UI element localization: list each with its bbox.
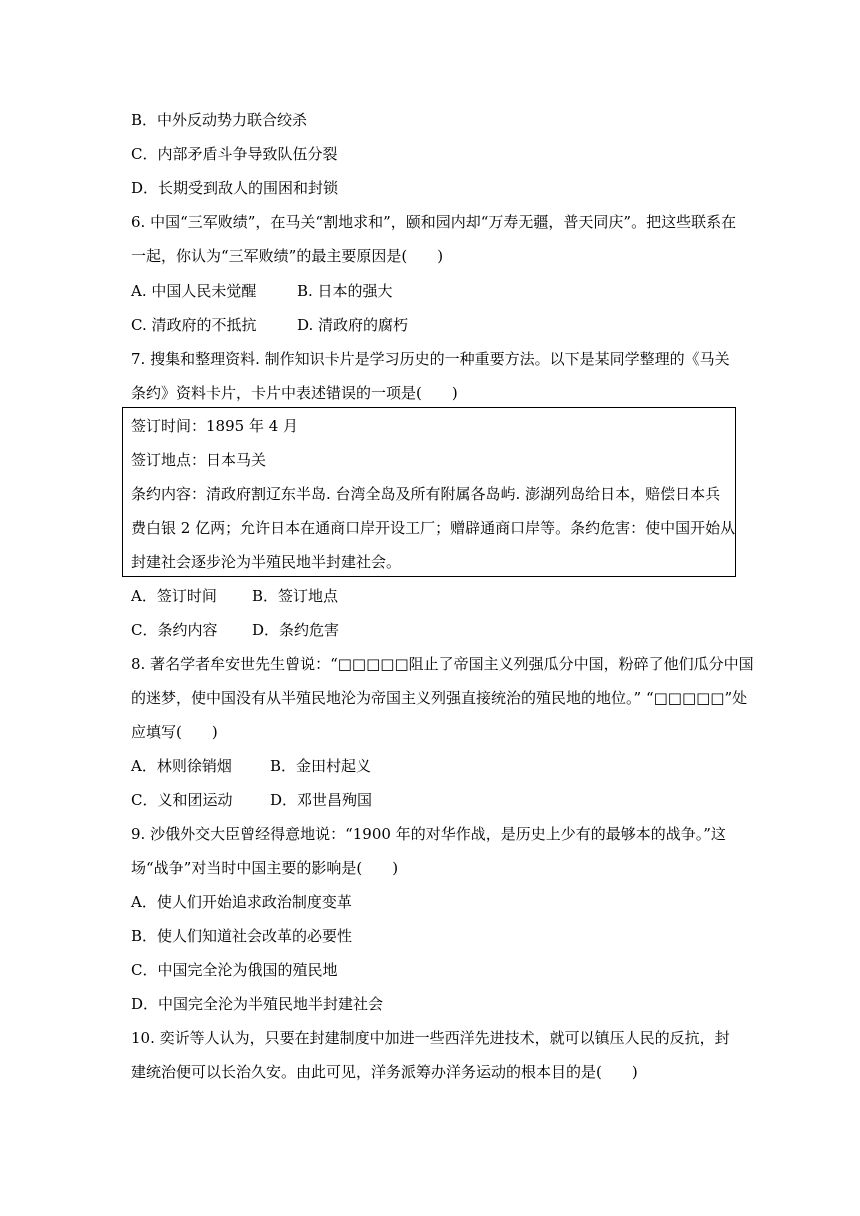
q8-option-d: D．邓世昌殉国 bbox=[270, 791, 373, 809]
q6-stem-line-2: 一起，你认为“三军败绩”的最主要原因是( ) bbox=[131, 247, 444, 265]
q10-stem-line-1: 10. 奕䜣等人认为，只要在封建制度中加进一些西洋先进技术，就可以镇压人民的反抗，封 bbox=[131, 1029, 730, 1047]
q10-stem-line-2: 建统治便可以长治久安。由此可见，洋务派筹办洋务运动的根本目的是( ) bbox=[131, 1063, 638, 1081]
q8-option-c: C．义和团运动 bbox=[131, 791, 233, 809]
q8-stem-line-2: 的迷梦，使中国没有从半殖民地沦为帝国主义列强直接统治的殖民地的地位。” “□□□□□”处 bbox=[131, 689, 748, 707]
q9-option-d: D．中国完全沦为半殖民地半封建社会 bbox=[131, 995, 384, 1013]
card-signing-place: 签订地点：日本马关 bbox=[131, 451, 267, 469]
q9-option-a: A．使人们开始追求政治制度变革 bbox=[131, 893, 352, 911]
q6-option-c: C. 清政府的不抵抗 bbox=[131, 316, 257, 334]
q8-stem-line-3: 应填写( ) bbox=[131, 723, 218, 741]
q6-options-row-1 bbox=[131, 281, 393, 301]
q6-option-a: A. 中国人民未觉醒 bbox=[131, 282, 257, 300]
q7-options-row-2 bbox=[131, 620, 339, 640]
q7-option-b: B．签订地点 bbox=[252, 587, 339, 605]
q8-option-b: B．金田村起义 bbox=[270, 757, 372, 775]
q6-option-b: B. 日本的强大 bbox=[297, 282, 393, 300]
q5-option-c: C．内部矛盾斗争导致队伍分裂 bbox=[131, 145, 338, 163]
q8-options-row-2 bbox=[131, 790, 372, 810]
card-content-line-1: 条约内容：清政府割辽东半岛. 台湾全岛及所有附属各岛屿. 澎湖列岛给日本，赔偿日本兵 bbox=[131, 485, 721, 503]
q7-option-d: D．条约危害 bbox=[252, 621, 340, 639]
q5-option-b: B．中外反动势力联合绞杀 bbox=[131, 111, 308, 129]
q9-stem-line-1: 9. 沙俄外交大臣曾经得意地说：“1900 年的对华作战，是历史上少有的最够本的战争。”这 bbox=[131, 825, 726, 843]
q9-option-b: B．使人们知道社会改革的必要性 bbox=[131, 927, 353, 945]
q9-option-c: C．中国完全沦为俄国的殖民地 bbox=[131, 961, 338, 979]
q6-options-row-2 bbox=[131, 315, 408, 335]
q9-stem-line-2: 场“战争”对当时中国主要的影响是( ) bbox=[131, 859, 399, 877]
q7-option-a: A．签订时间 bbox=[131, 587, 217, 605]
q8-options-row-1 bbox=[131, 756, 371, 776]
card-signing-time: 签订时间：1895 年 4 月 bbox=[131, 417, 299, 435]
q5-option-d: D．长期受到敌人的围困和封锁 bbox=[131, 179, 339, 197]
card-content-line-2: 费白银 2 亿两；允许日本在通商口岸开设工厂；赠辟通商口岸等。条约危害：使中国开始从 bbox=[131, 519, 736, 537]
card-content-line-3: 封建社会逐步沦为半殖民地半封建社会。 bbox=[131, 553, 402, 571]
q7-stem-line-1: 7. 搜集和整理资料. 制作知识卡片是学习历史的一种重要方法。以下是某同学整理的《马关 bbox=[131, 350, 730, 368]
q7-option-c: C．条约内容 bbox=[131, 621, 218, 639]
q7-options-row-1 bbox=[131, 586, 338, 606]
q8-option-a: A．林则徐销烟 bbox=[131, 757, 232, 775]
q8-stem-line-1: 8. 著名学者牟安世先生曾说：“□□□□□阻止了帝国主义列强瓜分中国，粉碎了他们瓜分中国 bbox=[131, 655, 754, 673]
treaty-info-card bbox=[122, 407, 736, 577]
q7-stem-line-2: 条约》资料卡片，卡片中表述错误的一项是( ) bbox=[131, 384, 458, 402]
q6-stem-line-1: 6. 中国“三军败绩”，在马关“割地求和”，颐和园内却“万寿无疆，普天同庆”。把这些联系在 bbox=[131, 213, 737, 231]
q6-option-d: D. 清政府的腐朽 bbox=[297, 316, 409, 334]
